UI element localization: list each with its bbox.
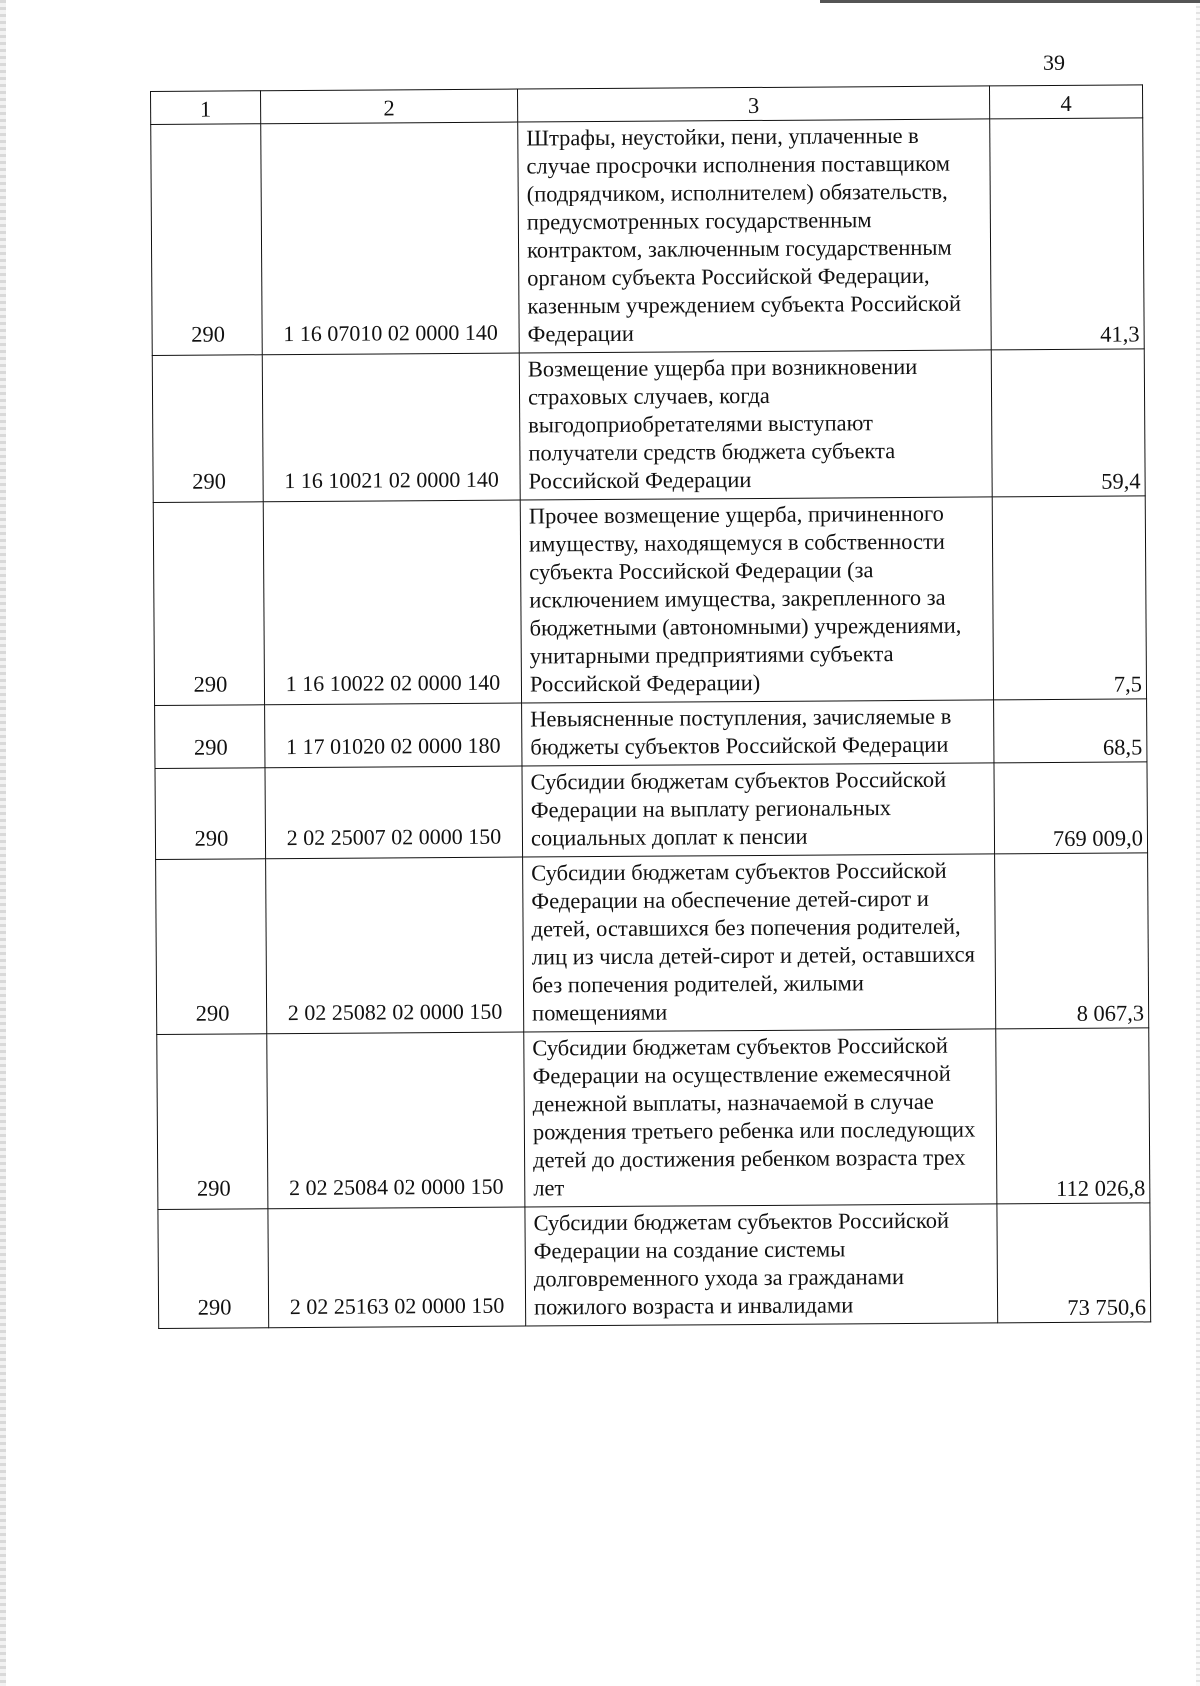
cell-amount: 68,5 (994, 699, 1147, 763)
table-row (152, 349, 1145, 503)
cell-description: Субсидии бюджетам субъектов Российской Федерации на выплату региональных социальных доплат к пенсии (522, 763, 995, 857)
cell-kbk: 2 02 25084 02 0000 150 (267, 1032, 525, 1209)
cell-amount: 59,4 (991, 349, 1145, 497)
cell-amount: 112 026,8 (996, 1028, 1150, 1204)
table-row (157, 1028, 1150, 1210)
scan-edge-top (820, 0, 1200, 3)
page-number: 39 (1043, 50, 1065, 75)
cell-code: 290 (157, 1034, 268, 1210)
cell-code: 290 (151, 124, 263, 356)
table-row (158, 1203, 1151, 1329)
cell-code: 290 (155, 768, 266, 860)
table-row (155, 699, 1147, 769)
cell-kbk: 2 02 25082 02 0000 150 (266, 857, 524, 1034)
cell-code: 290 (152, 355, 263, 503)
cell-amount: 769 009,0 (994, 762, 1148, 854)
table-row (156, 853, 1149, 1035)
column-header-4: 4 (989, 85, 1142, 119)
column-header-1: 1 (151, 91, 261, 125)
cell-description: Прочее возмещение ущерба, причиненного имуществу, находящемуся в собственности субъекта Российской Федерации (за исключением имущества, закрепленного за бюджетными (автономными) учреждениями, унитарными предприятиями субъекта Российской Федерации) (520, 497, 993, 703)
cell-kbk: 1 17 01020 02 0000 180 (265, 703, 522, 768)
scan-edge-left (0, 0, 6, 1686)
cell-code: 290 (158, 1209, 269, 1329)
scan-edge-right (1196, 0, 1200, 1686)
cell-amount: 8 067,3 (995, 853, 1149, 1029)
cell-kbk: 1 16 10022 02 0000 140 (263, 500, 521, 705)
cell-description: Субсидии бюджетам субъектов Российской Федерации на создание системы долговременного ухода за гражданами пожилого возраста и инвалидами (525, 1204, 998, 1326)
cell-description: Возмещение ущерба при возникновении страховых случаев, когда выгодоприобретателями выступают получатели средств бюджета субъекта Российской Федерации (519, 350, 992, 500)
cell-code: 290 (153, 502, 264, 706)
cell-amount: 41,3 (990, 118, 1145, 350)
cell-amount: 73 750,6 (997, 1203, 1151, 1323)
cell-kbk: 1 16 07010 02 0000 140 (261, 122, 520, 355)
cell-kbk: 2 02 25163 02 0000 150 (268, 1207, 526, 1328)
table-row (153, 496, 1146, 706)
cell-description: Субсидии бюджетам субъектов Российской Федерации на осуществление ежемесячной денежной выплаты, назначаемой в случае рождения третьего ребенка или последующих детей до достижения ребенком возраста трех лет (524, 1029, 997, 1207)
budget-table (150, 84, 1151, 1329)
cell-description: Невыясненные поступления, зачисляемые в бюджеты субъектов Российской Федерации (522, 700, 994, 766)
cell-amount: 7,5 (992, 496, 1146, 700)
table-row (151, 118, 1145, 356)
column-header-2: 2 (261, 89, 518, 124)
cell-kbk: 2 02 25007 02 0000 150 (265, 766, 523, 859)
cell-code: 290 (155, 705, 265, 769)
table-row (155, 762, 1148, 860)
column-header-3: 3 (517, 86, 989, 122)
cell-kbk: 1 16 10021 02 0000 140 (262, 353, 520, 502)
cell-description: Штрафы, неустойки, пени, уплаченные в случае просрочки исполнения поставщиком (подрядчиком, исполнителем) обязательств, предусмотренных государственным контрактом, заключенным государственным органом субъекта Российской Федерации, казенным учреждением субъекта Российской Федерации (518, 119, 992, 353)
cell-description: Субсидии бюджетам субъектов Российской Федерации на обеспечение детей-сирот и детей, оставшихся без попечения родителей, лиц из числа детей-сирот и детей, оставшихся без попечения родителей, жилыми помещениями (523, 854, 996, 1032)
cell-code: 290 (156, 859, 267, 1035)
